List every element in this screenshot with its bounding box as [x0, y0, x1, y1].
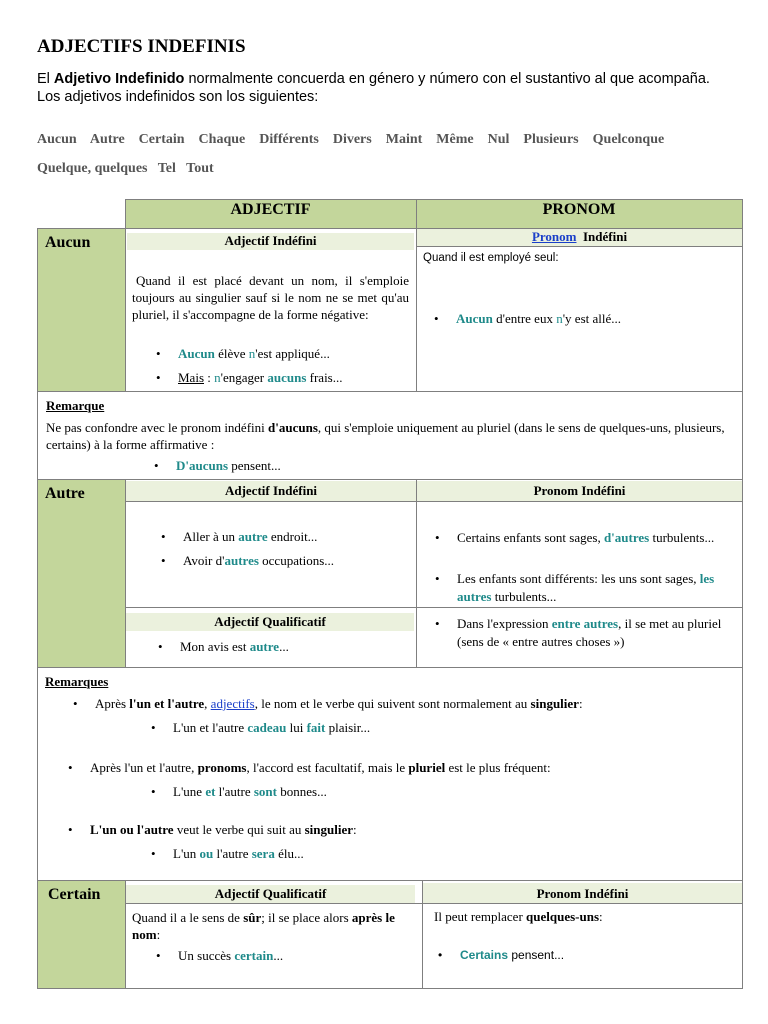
autre-qual-example: • Mon avis est autre... — [180, 639, 289, 655]
row-label-certain: Certain — [48, 886, 101, 903]
autre-adj-subheader: Adjectif Indéfini — [224, 483, 318, 498]
table-border — [37, 880, 743, 881]
table-border — [125, 501, 743, 502]
table-border — [37, 988, 743, 989]
adjective-item: Tel — [157, 161, 176, 176]
row-label-autre-bg — [37, 480, 125, 668]
aucun-pron-example-1: • Aucun d'entre eux n'y est allé... — [456, 311, 621, 327]
adjective-item: Certain — [138, 132, 185, 147]
table-border — [125, 903, 743, 904]
adjective-item: Différents — [259, 132, 319, 147]
table-border — [37, 667, 743, 668]
table-border — [125, 199, 126, 392]
table-border — [37, 479, 743, 480]
autre-adj-example-2: • Avoir d'autres occupations... — [183, 553, 334, 569]
autre-remarks-title: Remarques — [45, 674, 109, 689]
aucun-adj-example-1: • Aucun élève n'est appliqué... — [178, 346, 330, 362]
certain-pron-example: • Certains pensent... — [460, 948, 564, 962]
adjective-item: Plusieurs — [523, 132, 579, 147]
aucun-remark-example: • D'aucuns pensent... — [176, 458, 281, 474]
certain-pron-text: Il peut remplacer quelques-uns: — [434, 909, 603, 924]
adjective-item: Maint — [385, 132, 423, 147]
table-border — [125, 880, 126, 989]
aucun-adj-text: Quand il est placé devant un nom, il s'emploie toujours au singulier sauf si le nom ne se met qu'au pluriel, il s'accompagne de la forme négative: — [132, 273, 409, 322]
adjective-item: Autre — [89, 132, 125, 147]
row-label-aucun: Aucun — [45, 234, 91, 251]
autre-remark-3: • L'un ou l'autre veut le verbe qui suit au singulier: — [90, 822, 357, 838]
intro-paragraph: El Adjetivo Indefinido normalmente concuerda en género y número con el sustantivo al que acompaña. Los adjetivos indefinidos son los siguientes: — [37, 71, 710, 105]
header-pronom: PRONOM — [542, 201, 616, 218]
adjective-item: Divers — [332, 132, 372, 147]
autre-pron-example-1: • Certains enfants sont sages, d'autres turbulents... — [457, 529, 722, 547]
adjective-item: Nul — [487, 132, 510, 147]
table-border — [416, 479, 417, 668]
adjective-item: Chaque — [198, 132, 246, 147]
row-label-autre: Autre — [45, 485, 85, 502]
autre-remark-2-example: • L'une et l'autre sont bonnes... — [173, 784, 327, 800]
table-border — [37, 228, 743, 229]
adjectifs-link[interactable]: adjectifs — [210, 696, 255, 711]
certain-adj-text: Quand il a le sens de sûr; il se place alors après le nom: — [132, 910, 395, 942]
adjective-item: Même — [436, 132, 474, 147]
aucun-adj-example-2: • Mais : n'engager aucuns frais... — [178, 370, 343, 386]
table-border — [37, 228, 38, 989]
adjective-item: Quelconque — [592, 132, 665, 147]
header-adjectif: ADJECTIF — [230, 201, 311, 218]
autre-pron-example-2: • Les enfants sont différents: les uns sont sages, les autres turbulents... — [457, 570, 722, 606]
certain-pron-subheader: Pronom Indéfini — [536, 886, 629, 901]
autre-remark-3-example: • L'un ou l'autre sera élu... — [173, 846, 304, 862]
adjective-item: Tout — [186, 161, 214, 176]
table-border — [125, 607, 743, 608]
aucun-pron-text: Quand il est employé seul: — [423, 252, 559, 264]
autre-remark-1: • Après l'un et l'autre, adjectifs, le nom et le verbe qui suivent sont normalement au singulier: — [95, 696, 583, 712]
table-border — [417, 246, 743, 247]
autre-qual-subheader: Adjectif Qualificatif — [214, 614, 326, 629]
aucun-adj-subheader: Adjectif Indéfini — [224, 233, 317, 248]
table-border — [125, 479, 126, 668]
autre-remark-2: • Après l'un et l'autre, pronoms, l'accord est facultatif, mais le pluriel est le plus fréquent: — [90, 760, 551, 776]
aucun-pron-subheader: Pronom Indéfini — [531, 229, 628, 244]
intro-bold: Adjetivo Indefinido — [53, 71, 185, 87]
autre-pron-subheader: Pronom Indéfini — [533, 483, 626, 498]
certain-adj-example: • Un succès certain... — [178, 948, 283, 964]
table-border — [422, 880, 423, 989]
table-border — [416, 199, 417, 392]
autre-remark-1-example: • L'un et l'autre cadeau lui fait plaisir... — [173, 720, 370, 736]
adjective-item: Aucun — [37, 132, 77, 147]
row-label-aucun-bg — [37, 228, 125, 392]
autre-pron-example-3: • Dans l'expression entre autres, il se met au pluriel (sens de « entre autres choses ») — [457, 615, 732, 651]
certain-adj-subheader: Adjectif Qualificatif — [214, 886, 327, 901]
adjective-list — [37, 125, 737, 183]
aucun-remark-title: Remarque — [46, 398, 105, 413]
autre-adj-example-1: • Aller à un autre endroit... — [183, 529, 317, 545]
aucun-remark-text: Ne pas confondre avec le pronom indéfini d'aucuns, qui s'emploie uniquement au pluriel (dans le sens de quelques-uns, plusieurs, certains) à la forme affirmative : — [46, 420, 725, 452]
table-border — [37, 391, 743, 392]
table-border — [742, 199, 743, 989]
table-border — [125, 199, 743, 200]
pronom-link[interactable]: Pronom — [531, 229, 577, 244]
page-title: ADJECTIFS INDEFINIS — [37, 36, 246, 57]
adjective-item: Quelque, quelques — [37, 161, 148, 176]
